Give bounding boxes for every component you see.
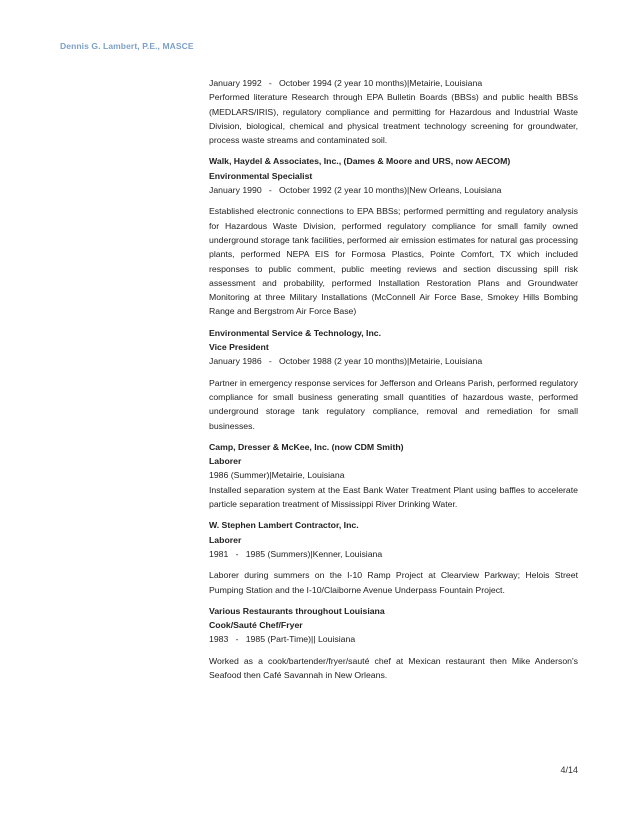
entry-organization: Walk, Haydel & Associates, Inc., (Dames & Moore and URS, now AECOM) bbox=[209, 156, 511, 167]
entry-description: Installed separation system at the East Bank Water Treatment Plant using baffles to accelerate particle separation treatment of Mississippi River Drinking Water. bbox=[209, 484, 578, 510]
entry-description: Laborer during summers on the I-10 Ramp Project at Clearview Parkway; Helois Street Pumping Station and the I-10/Claiborne Avenue Underpass Fountain Project. bbox=[209, 570, 578, 595]
entry-organization: Environmental Service & Technology, Inc. bbox=[209, 327, 382, 338]
experience-entry bbox=[209, 604, 578, 682]
entry-description: Performed literature Research through EPA Bulletin Boards (BBSs) and public health BBSs (MEDLARS/IRIS), regulatory compliance and permitting for Hazardous and Industrial Waste Division, biological, chemical and physical treatment technology screening for groundwater, process waste streams and contaminated soil. bbox=[209, 92, 578, 146]
header-name: Dennis G. Lambert, P.E., MASCE bbox=[60, 41, 194, 51]
experience-section bbox=[209, 76, 578, 689]
experience-entry bbox=[209, 518, 578, 596]
entry-description: Partner in emergency response services for Jefferson and Orleans Parish, performed regulatory compliance for small business generating small quantities of hazardous waste, performed underground storage tank regulatory compliance, removal and remediation for small businesses. bbox=[209, 377, 578, 431]
entry-description: Established electronic connections to EPA BBSs; performed permitting and regulatory analysis for Hazardous Waste Division, performed regulatory compliance for small family owned underground storage tank facilities, performed air emission estimates for natural gas processing plants, performed NEPA EIS for Formosa Plastics, Pointe Comfort, TX which included responses to public comment, public meeting reviews and section discussing spill risk assessment and probability, performed Installation Restoration Plans and Groundwater Monitoring at three Military Installations (McConnell Air Force Base, Smokey Hills Bombing Range and Bergstrom Air Force Base) bbox=[209, 206, 578, 317]
entry-dates: 1983 - 1985 (Part-Time)|| Louisiana bbox=[209, 634, 356, 645]
entry-organization: W. Stephen Lambert Contractor, Inc. bbox=[209, 520, 359, 531]
entry-organization: Various Restaurants throughout Louisiana bbox=[209, 605, 385, 616]
entry-role: Vice President bbox=[209, 342, 269, 353]
entry-dates: January 1990 - October 1992 (2 year 10 months)|New Orleans, Louisiana bbox=[209, 185, 502, 196]
experience-entry bbox=[209, 154, 578, 318]
entry-dates: 1981 - 1985 (Summers)|Kenner, Louisiana bbox=[209, 548, 383, 559]
entry-role: Laborer bbox=[209, 456, 242, 467]
entry-description: Worked as a cook/bartender/fryer/sauté chef at Mexican restaurant then Mike Anderson's Seafood then Café Savannah in New Orleans. bbox=[209, 655, 578, 680]
entry-dates: January 1986 - October 1988 (2 year 10 months)|Metairie, Louisiana bbox=[209, 356, 483, 367]
entry-role: Laborer bbox=[209, 534, 242, 545]
entry-organization: Camp, Dresser & McKee, Inc. (now CDM Smith) bbox=[209, 441, 404, 452]
entry-dates: 1986 (Summer)|Metairie, Louisiana bbox=[209, 470, 345, 481]
entry-role: Cook/Sauté Chef/Fryer bbox=[209, 620, 303, 631]
page-number: 4/14 bbox=[560, 765, 578, 775]
experience-entry bbox=[209, 76, 578, 147]
experience-entry bbox=[209, 440, 578, 511]
experience-entry bbox=[209, 326, 578, 433]
entry-dates: January 1992 - October 1994 (2 year 10 months)|Metairie, Louisiana bbox=[209, 78, 483, 88]
entry-role: Environmental Specialist bbox=[209, 170, 313, 181]
